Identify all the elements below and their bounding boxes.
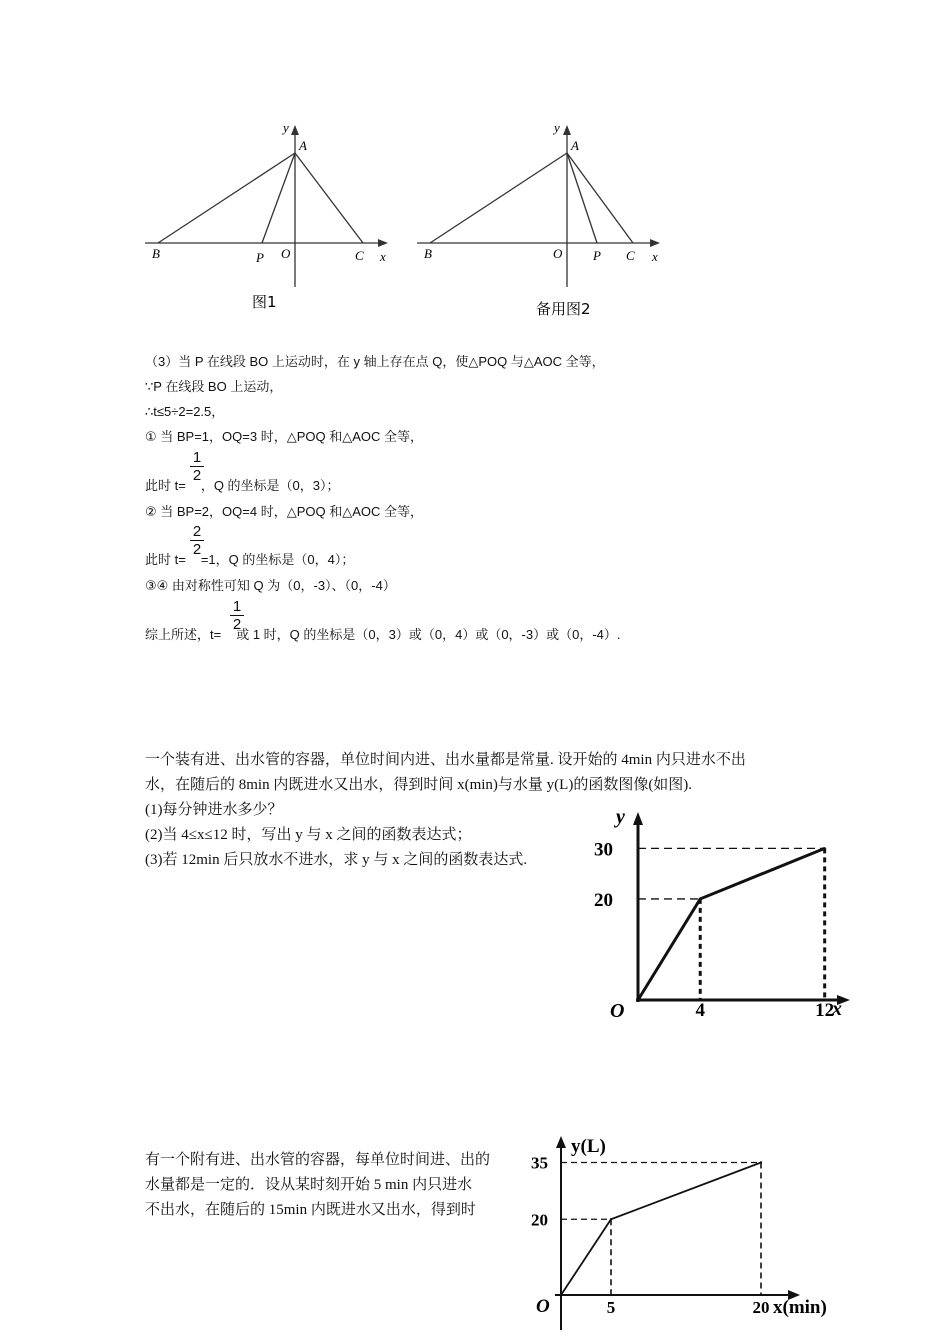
- solution-line-5-prefix: 此时 t=: [145, 478, 186, 493]
- label-B: B: [424, 246, 432, 261]
- origin-label: O: [536, 1296, 550, 1317]
- segment-AP: [262, 153, 295, 243]
- series-line: [638, 848, 825, 1000]
- y-axis-arrow: [633, 812, 643, 825]
- solution-line-7: [145, 550, 354, 570]
- figure-2: [412, 115, 672, 325]
- solution-line-5-suffix: ，Q 的坐标是（0，3）；: [200, 478, 340, 493]
- solution-line-8: ③④ 由对称性可知 Q 为（0，-3）、（0，-4）: [145, 578, 396, 593]
- problem-3-line-1: 有一个附有进、出水管的容器，每单位时间进、出的: [145, 1152, 491, 1168]
- label-y: y: [283, 120, 289, 135]
- x-tick-label: 5: [606, 1298, 616, 1317]
- label-O: O: [281, 246, 291, 261]
- fraction-one-half: [190, 450, 204, 483]
- water-graph-1: [580, 805, 870, 1030]
- x-axis-label: x: [832, 998, 842, 1020]
- segment-AP: [567, 153, 597, 243]
- label-B: B: [152, 246, 160, 261]
- segment-AB: [158, 153, 295, 243]
- series-line: [561, 1163, 761, 1296]
- problem-2-question-3: (3)若 12min 后只放水不进水，求 y 与 x 之间的函数表达式.: [145, 852, 528, 868]
- label-O: O: [553, 246, 563, 261]
- y-tick-label: 20: [531, 1210, 548, 1230]
- label-x: x: [380, 249, 386, 264]
- fraction-one-half-2: [230, 599, 244, 632]
- data-point: [637, 999, 639, 1001]
- solution-line-7-prefix: 此时 t=: [145, 552, 186, 567]
- problem-3-line-2: 水量都是一定的．设从某时刻开始 5 min 内只进水: [145, 1177, 473, 1193]
- data-point: [610, 1218, 612, 1220]
- label-y: y: [554, 120, 560, 135]
- fraction-numerator: 2: [192, 523, 202, 540]
- figure-1: [140, 115, 400, 320]
- solution-line-4: ① 当 BP=1，OQ=3 时，△POQ 和△AOC 全等，: [145, 429, 423, 444]
- solution-line-2: ∵P 在线段 BO 上运动，: [145, 379, 283, 394]
- fraction-denominator: 2: [192, 467, 202, 484]
- data-point: [699, 898, 701, 900]
- label-x: x: [652, 249, 658, 264]
- fraction-two-halves: [190, 524, 204, 557]
- label-P: P: [593, 248, 601, 263]
- solution-line-9-prefix: 综上所述，t=: [145, 627, 222, 642]
- x-axis-label: x(min): [773, 1297, 827, 1318]
- problem-2-line-2: 水，在随后的 8min 内既进水又出水，得到时间 x(min)与水量 y(L)的函数图像(如图).: [145, 777, 693, 793]
- solution-line-3: ∴t≤5÷2=2.5，: [145, 404, 225, 419]
- segment-AC: [295, 153, 363, 243]
- problem-2-line-1: 一个装有进、出水管的容器，单位时间内进、出水量都是常量. 设开始的 4min 内只进水不出: [145, 752, 746, 768]
- x-tick-label: 12: [815, 1000, 835, 1021]
- water-graph-2: [525, 1130, 860, 1334]
- solution-line-6: ② 当 BP=2，OQ=4 时，△POQ 和△AOC 全等，: [145, 504, 423, 519]
- label-C: C: [355, 248, 364, 263]
- y-tick-label: 30: [594, 839, 613, 861]
- fraction-numerator: 1: [192, 449, 202, 466]
- solution-line-9: [145, 625, 621, 645]
- fraction-denominator: 2: [192, 541, 202, 558]
- solution-line-9-suffix: 或 1 时，Q 的坐标是（0，3）或（0，4）或（0，-3）或（0，-4）.: [236, 627, 621, 642]
- problem-2-question-2: (2)当 4≤x≤12 时，写出 y 与 x 之间的函数表达式；: [145, 827, 472, 843]
- y-axis-label: y: [616, 806, 625, 828]
- problem-2-question-1: (1)每分钟进水多少？: [145, 802, 283, 818]
- segment-AC: [567, 153, 633, 243]
- figure-2-caption: 备用图2: [536, 300, 591, 318]
- x-tick-label: 20: [752, 1298, 770, 1317]
- data-point: [560, 1294, 562, 1296]
- problem-3-line-3: 不出水，在随后的 15min 内既进水又出水，得到时: [145, 1202, 476, 1218]
- label-A: A: [299, 138, 307, 153]
- fraction-numerator: 1: [232, 598, 242, 615]
- y-axis-label: y(L): [571, 1136, 606, 1157]
- solution-line-5: [145, 476, 340, 496]
- x-tick-label: 4: [695, 1000, 705, 1021]
- label-C: C: [626, 248, 635, 263]
- solution-line-1: （3）当 P 在线段 BO 上运动时，在 y 轴上存在点 Q，使△POQ 与△AOC 全等，: [145, 354, 605, 369]
- data-point: [760, 1161, 762, 1163]
- y-tick-label: 20: [594, 889, 613, 911]
- origin-label: O: [610, 1000, 625, 1022]
- label-A: A: [571, 138, 579, 153]
- segment-AB: [430, 153, 567, 243]
- y-axis-arrow: [556, 1136, 566, 1148]
- fraction-denominator: 2: [232, 616, 242, 633]
- label-P: P: [256, 250, 264, 265]
- data-point: [823, 847, 825, 849]
- figure-1-caption: 图1: [252, 293, 277, 311]
- solution-line-7-suffix: =1，Q 的坐标是（0，4）；: [200, 552, 355, 567]
- y-tick-label: 35: [531, 1153, 548, 1173]
